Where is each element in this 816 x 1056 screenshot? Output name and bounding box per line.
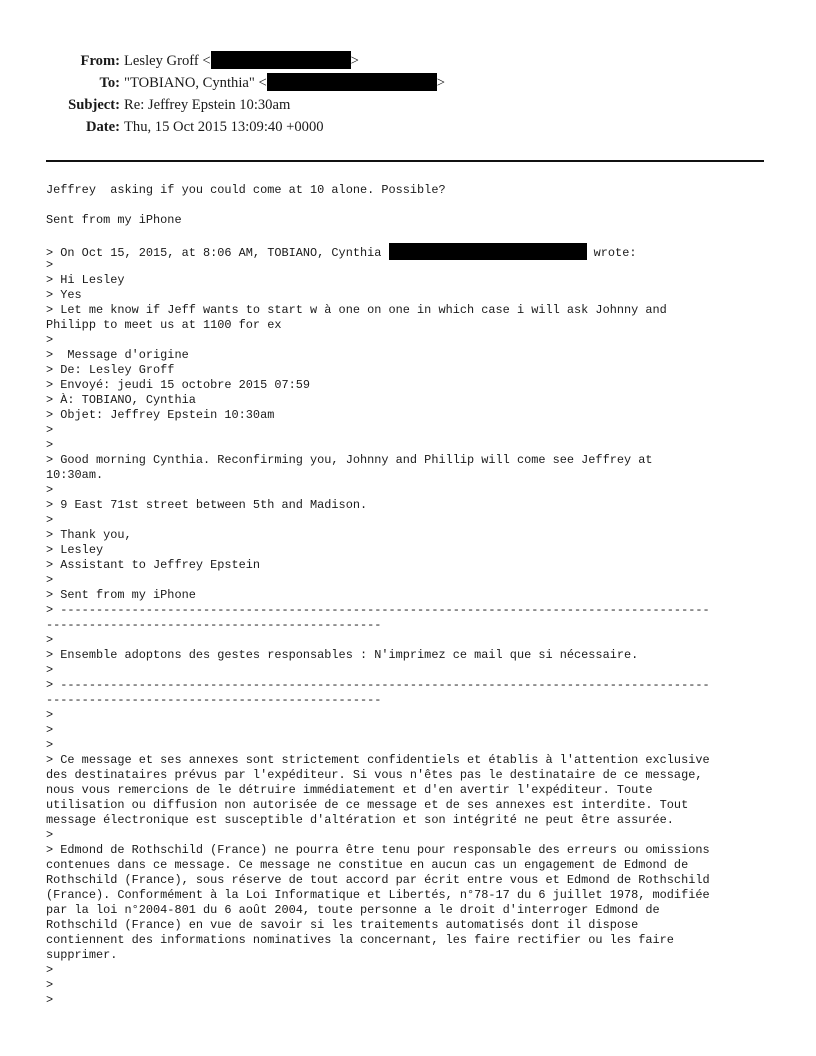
separator-line: ----------------------------------------------- — [46, 618, 382, 632]
disclaimer-line: message électronique est susceptible d'altération et son intégrité ne peut être assurée. — [46, 813, 674, 827]
redaction-box — [389, 243, 587, 260]
quoted-line: > Ensemble adoptons des gestes responsables : N'imprimez ce mail que si nécessaire. — [46, 648, 639, 662]
quoted-line: > Good morning Cynthia. Reconfirming you, Johnny and Phillip will come see Jeffrey at — [46, 453, 653, 467]
date-row — [0, 116, 816, 138]
quoted-line: > — [46, 483, 54, 497]
subject-row — [0, 94, 816, 116]
subject-value: Re: Jeffrey Epstein 10:30am — [124, 97, 291, 113]
to-row — [0, 72, 816, 94]
from-value: Lesley Groff < — [124, 53, 211, 69]
disclaimer-line: nous vous remercions de le détruire immédiatement et d'en avertir l'expéditeur. Toute — [46, 783, 653, 797]
quoted-line: > Hi Lesley — [46, 273, 125, 287]
quoted-line: 10:30am. — [46, 468, 104, 482]
to-end: > — [436, 75, 445, 91]
disclaimer-line: > Ce message et ses annexes sont strictement confidentiels et établis à l'attention exclusive — [46, 753, 710, 767]
quoted-line: > — [46, 828, 54, 842]
quoted-line: > — [46, 423, 54, 437]
quoted-line: > Envoyé: jeudi 15 octobre 2015 07:59 — [46, 378, 311, 392]
quoted-line: > — [46, 258, 54, 272]
separator-line: ----------------------------------------------- — [46, 693, 382, 707]
from-row — [0, 50, 816, 72]
disclaimer-line: supprimer. — [46, 948, 118, 962]
quoted-line: > Message d'origine — [46, 348, 189, 362]
quoted-line: > Let me know if Jeff wants to start w à one on one in which case i will ask Johnny and — [46, 303, 667, 317]
subject-label: Subject: — [68, 97, 120, 113]
quoted-line: > 9 East 71st street between 5th and Madison. — [46, 498, 368, 512]
quoted-line: > Objet: Jeffrey Epstein 10:30am — [46, 408, 275, 422]
quoted-line: > Assistant to Jeffrey Epstein — [46, 558, 261, 572]
quoted-line: Philipp to meet us at 1100 for ex — [46, 318, 282, 332]
header-divider — [46, 160, 764, 162]
quoted-line: > — [46, 333, 54, 347]
quoted-line: > — [46, 513, 54, 527]
from-label: From: — [80, 53, 120, 69]
quote-header-line: > On Oct 15, 2015, at 8:06 AM, TOBIANO, Cynthia wrote: — [46, 243, 776, 258]
email-header — [0, 50, 816, 138]
separator-line: > ------------------------------------------------------------------------------------------- — [46, 603, 710, 617]
to-label: To: — [99, 75, 120, 91]
redaction-box — [267, 73, 437, 91]
disclaimer-line: contiennent des informations nominatives la concernant, les faire rectifier ou les faire — [46, 933, 674, 947]
to-value: "TOBIANO, Cynthia" < — [124, 75, 267, 91]
date-value: Thu, 15 Oct 2015 13:09:40 +0000 — [124, 119, 324, 135]
redaction-box — [211, 51, 351, 69]
quoted-line: > — [46, 633, 54, 647]
from-end: > — [350, 53, 359, 69]
quoted-line: > — [46, 708, 54, 722]
quoted-line: > — [46, 573, 54, 587]
disclaimer-line: Rothschild (France), sous réserve de tout accord par écrit entre vous et Edmond de Rothschild — [46, 873, 710, 887]
separator-line: > ------------------------------------------------------------------------------------------- — [46, 678, 710, 692]
quoted-line: > — [46, 438, 54, 452]
quoted-line: > À: TOBIANO, Cynthia — [46, 393, 196, 407]
quoted-line: > Sent from my iPhone — [46, 588, 196, 602]
disclaimer-line: des destinataires prévus par l'expéditeur. Si vous n'êtes pas le destinataire de ce message, — [46, 768, 703, 782]
disclaimer-line: Rothschild (France) en vue de savoir si les traitements automatisés dont il dispose — [46, 918, 639, 932]
quoted-line: > — [46, 963, 54, 977]
quoted-line: > — [46, 663, 54, 677]
quoted-line: > Thank you, — [46, 528, 132, 542]
quoted-line: > — [46, 978, 54, 992]
quoted-line: > — [46, 993, 54, 1007]
email-body — [46, 183, 776, 1008]
quoted-line: > Yes — [46, 288, 82, 302]
disclaimer-line: (France). Conformément à la Loi Informatique et Libertés, n°78-17 du 6 juillet 1978, modifiée — [46, 888, 710, 902]
quoted-line: > — [46, 738, 54, 752]
disclaimer-line: utilisation ou diffusion non autorisée de ce message et de ses annexes est interdite. Tout — [46, 798, 689, 812]
disclaimer-line: par la loi n°2004-801 du 6 août 2004, toute personne a le droit d'interroger Edmond de — [46, 903, 660, 917]
disclaimer-line: contenues dans ce message. Ce message ne constitue en aucun cas un engagement de Edmond de — [46, 858, 689, 872]
body-line: Jeffrey asking if you could come at 10 alone. Possible? — [46, 183, 446, 197]
quoted-line: > Lesley — [46, 543, 104, 557]
quoted-line: > De: Lesley Groff — [46, 363, 175, 377]
date-label: Date: — [85, 119, 120, 135]
quoted-line: > — [46, 723, 54, 737]
disclaimer-line: > Edmond de Rothschild (France) ne pourra être tenu pour responsable des erreurs ou omissions — [46, 843, 710, 857]
signature-line: Sent from my iPhone — [46, 213, 182, 227]
